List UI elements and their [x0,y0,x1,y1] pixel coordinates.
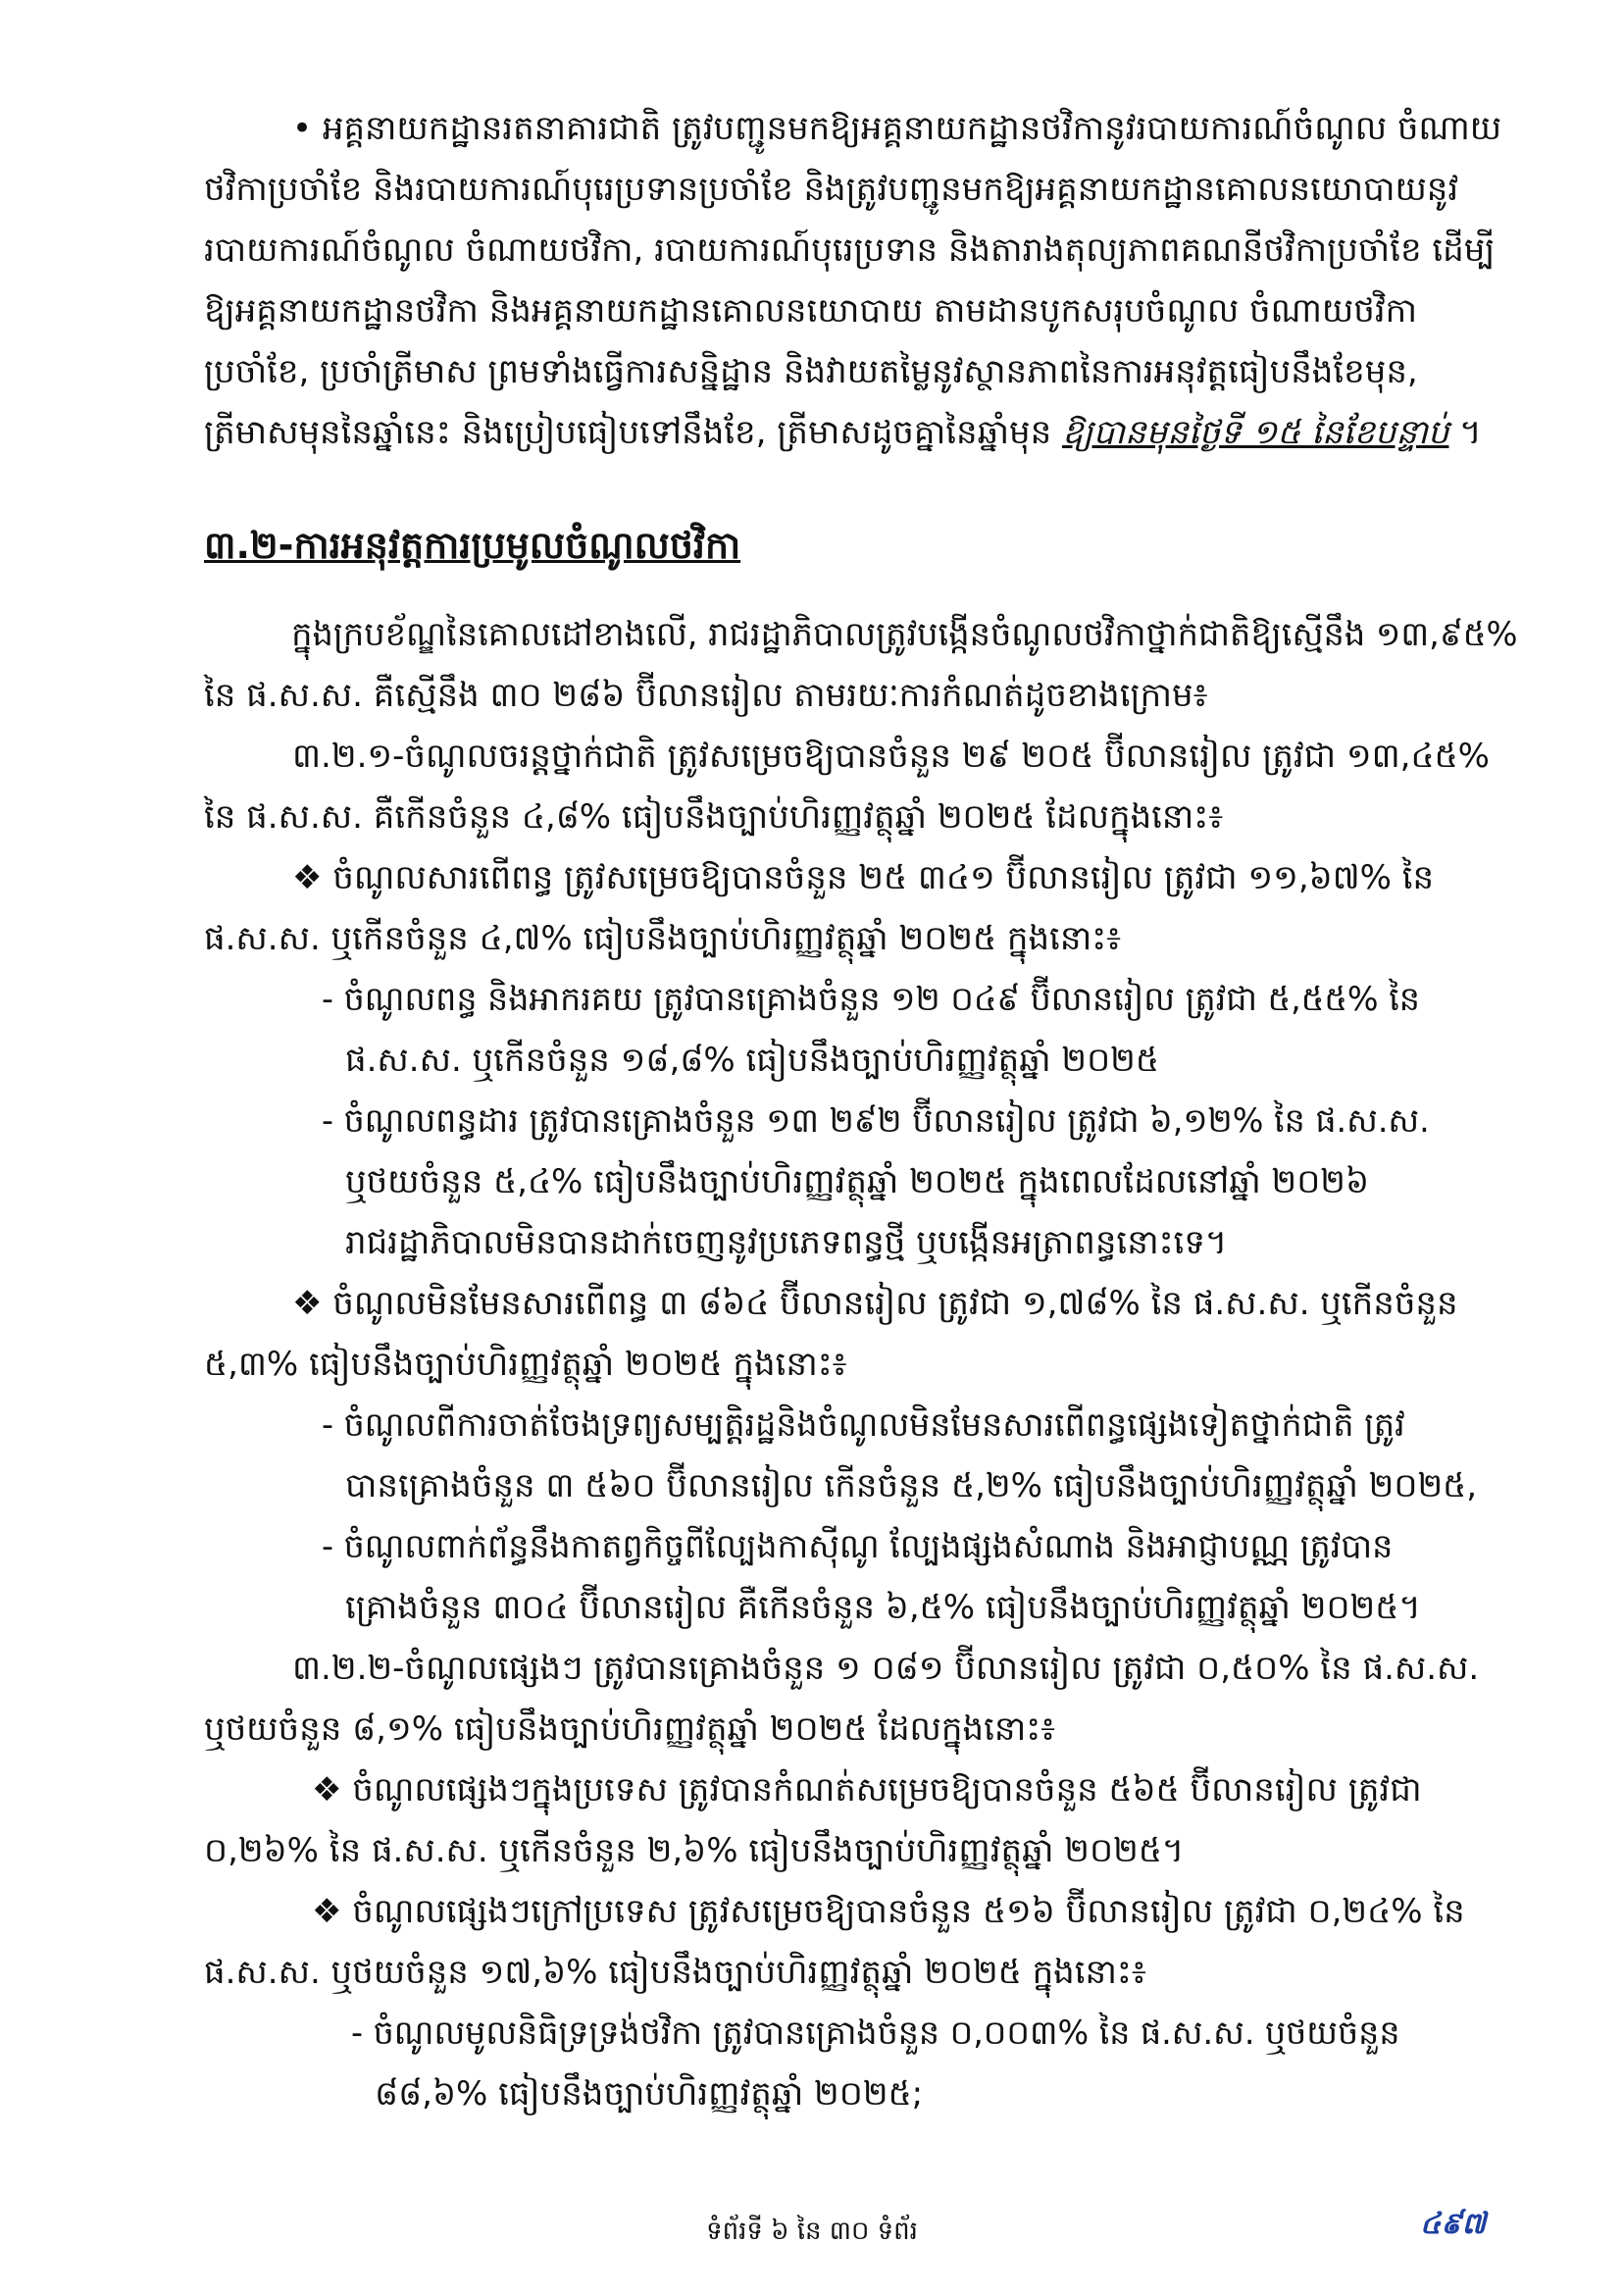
text-line: ឬថយចំនួន ៥,៤% ធៀបនឹងច្បាប់ហិរញ្ញវត្ថុឆ្នាំ ២០២៥ ក្នុងពេលដែលនៅឆ្នាំ ២០២៦ [345,1162,1370,1201]
text-line: ❖ ចំណូលសារពើពន្ធ ត្រូវសម្រេចឱ្យបានចំនួន ២៥ ៣៤១ ប៊ីលានរៀល ត្រូវជា ១១,៦៧% នៃ [292,858,1435,897]
text-line: ថវិកាប្រចាំខែ និងរបាយការណ៍បុរេប្រទានប្រចាំខែ និងត្រូវបញ្ជូនមកឱ្យអគ្គនាយកដ្ឋានគោលនយោបាយនូវ [204,170,1459,209]
text-line: ៥,៣% ធៀបនឹងច្បាប់ហិរញ្ញវត្ថុឆ្នាំ ២០២៥ ក្នុងនោះ៖ [204,1345,847,1384]
text-line: ៣.២.១-ចំណូលចរន្តថ្នាក់ជាតិ ត្រូវសម្រេចឱ្យបានចំនួន ២៩ ២០៥ ប៊ីលានរៀល ត្រូវជា ១៣,៤៥% [292,737,1490,776]
text-line: ❖ ចំណូលផ្សេងៗក្នុងប្រទេស ត្រូវបានកំណត់សម្រេចឱ្យបានចំនួន ៥៦៥ ប៊ីលានរៀល ត្រូវជា [312,1770,1422,1810]
paragraph-budget-support-revenue [351,2003,1518,2124]
text-line: ០,២៦% នៃ ផ.ស.ស. ឬកើនចំនួន ២,៦% ធៀបនឹងច្បាប់ហិរញ្ញវត្ថុឆ្នាំ ២០២៥។ [204,1831,1185,1870]
page-footer: ទំព័រទី ៦ នៃ ៣០ ទំព័រ [706,2217,918,2246]
text-line: នៃ ផ.ស.ស. គឺស្មើនឹង ៣០ ២៨៦ ប៊ីលានរៀល តាមរយៈការកំណត់ដូចខាងក្រោម៖ [204,676,1208,715]
text-line: ផ.ស.ស. ឬថយចំនួន ១៧,៦% ធៀបនឹងច្បាប់ហិរញ្ញវត្ថុឆ្នាំ ២០២៥ ក្នុងនោះ៖ [204,1953,1146,1992]
text-line: ក្នុងក្របខ័ណ្ឌនៃគោលដៅខាងលើ, រាជរដ្ឋាភិបាលត្រូវបង្កើនចំណូលថវិកាថ្នាក់ជាតិឱ្យស្មើនឹង ១៣,៩៥% [291,615,1518,654]
text-line: គ្រោងចំនួន ៣០៤ ប៊ីលានរៀល គឺកើនចំនួន ៦,៥% ធៀបនឹងច្បាប់ហិរញ្ញវត្ថុឆ្នាំ ២០២៥។ [345,1588,1421,1627]
paragraph-other-revenue [204,1638,1518,1759]
text-line: ❖ ចំណូលផ្សេងៗក្រៅប្រទេស ត្រូវសម្រេចឱ្យបានចំនួន ៥១៦ ប៊ីលានរៀល ត្រូវជា ០,២៤% នៃ [312,1892,1465,1931]
text-line: ឬថយចំនួន ៨,១% ធៀបនឹងច្បាប់ហិរញ្ញវត្ថុឆ្នាំ ២០២៥ ដែលក្នុងនោះ៖ [204,1709,1056,1749]
text-line: រាជរដ្ឋាភិបាលមិនបានដាក់ចេញនូវប្រភេទពន្ធថ្មី ឬបង្កើនអត្រាពន្ធនោះទេ។ [345,1223,1228,1262]
text-line: - ចំណូលពីការចាត់ចែងទ្រព្យសម្បត្តិរដ្ឋនិងចំណូលមិនមែនសារពើពន្ធផ្សេងទៀតថ្នាក់ជាតិ ត្រូវ [322,1405,1405,1445]
text-line: - ចំណូលមូលនិធិទ្រទ្រង់ថវិកា ត្រូវបានគ្រោងចំនួន ០,០០៣% នៃ ផ.ស.ស. ឬថយចំនួន [351,2014,1400,2053]
paragraph-treasury-reporting [204,98,1518,463]
text-line: ❖ ចំណូលមិនមែនសារពើពន្ធ ៣ ៨៦៤ ប៊ីលានរៀល ត្រូវជា ១,៧៨% នៃ ផ.ស.ស. ឬកើនចំនួន [292,1284,1458,1323]
paragraph-current-revenue [204,726,1518,847]
paragraph-state-assets-revenue [322,1395,1518,1516]
paragraph-revenue-target [204,604,1518,726]
text-line: ឱ្យអគ្គនាយកដ្ឋានថវិកា និងអគ្គនាយកដ្ឋានគោលនយោបាយ តាមដានបូកសរុបចំណូល ចំណាយថវិកា [204,291,1418,331]
text-line: ប្រចាំខែ, ប្រចាំត្រីមាស ព្រមទាំងធ្វើការសន្និដ្ឋាន និងវាយតម្លៃនូវស្ថានភាពនៃការអនុវត្តធៀបនឹងខែមុន, [204,352,1418,391]
paragraph-domestic-other-revenue [204,1759,1518,1881]
text-fragment: ត្រីមាសមុននៃឆ្នាំនេះ និងប្រៀបធៀបទៅនឹងខែ, ត្រីមាសដូចគ្នានៃឆ្នាំមុន [204,413,1062,452]
handwritten-page-number: ៤៩៧ [1420,2207,1487,2241]
text-fragment: ។ [1448,413,1482,452]
section-heading-text: ៣.២-ការអនុវត្តការប្រមូលចំណូលថវិកា [204,524,741,567]
text-line: របាយការណ៍ចំណូល ចំណាយថវិកា, របាយការណ៍បុរេប្រទាន និងតារាងតុល្យភាពគណនីថវិកាប្រចាំខែ ដើម្បី [204,230,1496,270]
paragraph-customs-revenue [322,969,1518,1091]
paragraph-tax-revenue [204,847,1518,969]
paragraph-non-tax-revenue [204,1273,1518,1395]
text-line: • អគ្គនាយកដ្ឋានរតនាគារជាតិ ត្រូវបញ្ជូនមកឱ្យអគ្គនាយកដ្ឋានថវិកានូវរបាយការណ៍ចំណូល ចំណាយ [292,109,1502,148]
paragraph-foreign-other-revenue [204,1881,1518,2003]
text-line: ៣.២.២-ចំណូលផ្សេងៗ ត្រូវបានគ្រោងចំនួន ១ ០៨១ ប៊ីលានរៀល ត្រូវជា ០,៥០% នៃ ផ.ស.ស. [292,1649,1480,1688]
text-line: ផ.ស.ស. ឬកើនចំនួន ៤,៧% ធៀបនឹងច្បាប់ហិរញ្ញវត្ថុឆ្នាំ ២០២៥ ក្នុងនោះ៖ [204,919,1122,958]
paragraph-casino-revenue [322,1516,1518,1638]
paragraph-taxation-revenue [322,1091,1518,1273]
text-line: ផ.ស.ស. ឬកើនចំនួន ១៨,៨% ធៀបនឹងច្បាប់ហិរញ្ញវត្ថុឆ្នាំ ២០២៥ [345,1041,1159,1080]
text-line: នៃ ផ.ស.ស. គឺកើនចំនួន ៤,៨% ធៀបនឹងច្បាប់ហិរញ្ញវត្ថុឆ្នាំ ២០២៥ ដែលក្នុងនោះ៖ [204,797,1224,837]
text-line: - ចំណូលពាក់ព័ន្ធនឹងកាតព្វកិច្ចពីល្បែងកាស៊ីណូ ល្បែងផ្សងសំណាង និងអាជ្ញាបណ្ណ ត្រូវបាន [322,1527,1394,1566]
section-heading [204,522,740,577]
text-line: ៨៨,៦% ធៀបនឹងច្បាប់ហិរញ្ញវត្ថុឆ្នាំ ២០២៥; [375,2074,924,2114]
deadline-emphasis: ឱ្យបានមុនថ្ងៃទី ១៥ នៃខែបន្ទាប់ [1061,413,1449,452]
text-line [204,402,1518,463]
text-line: បានគ្រោងចំនួន ៣ ៥៦០ ប៊ីលានរៀល កើនចំនួន ៥,២% ធៀបនឹងច្បាប់ហិរញ្ញវត្ថុឆ្នាំ ២០២៥, [345,1466,1478,1505]
text-line: - ចំណូលពន្ធដារ ត្រូវបានគ្រោងចំនួន ១៣ ២៩២ ប៊ីលានរៀល ត្រូវជា ៦,១២% នៃ ផ.ស.ស. [322,1101,1430,1141]
text-line: - ចំណូលពន្ធ និងអាករគយ ត្រូវបានគ្រោងចំនួន ១២ ០៤៩ ប៊ីលានរៀល ត្រូវជា ៥,៥៥% នៃ [322,980,1420,1019]
